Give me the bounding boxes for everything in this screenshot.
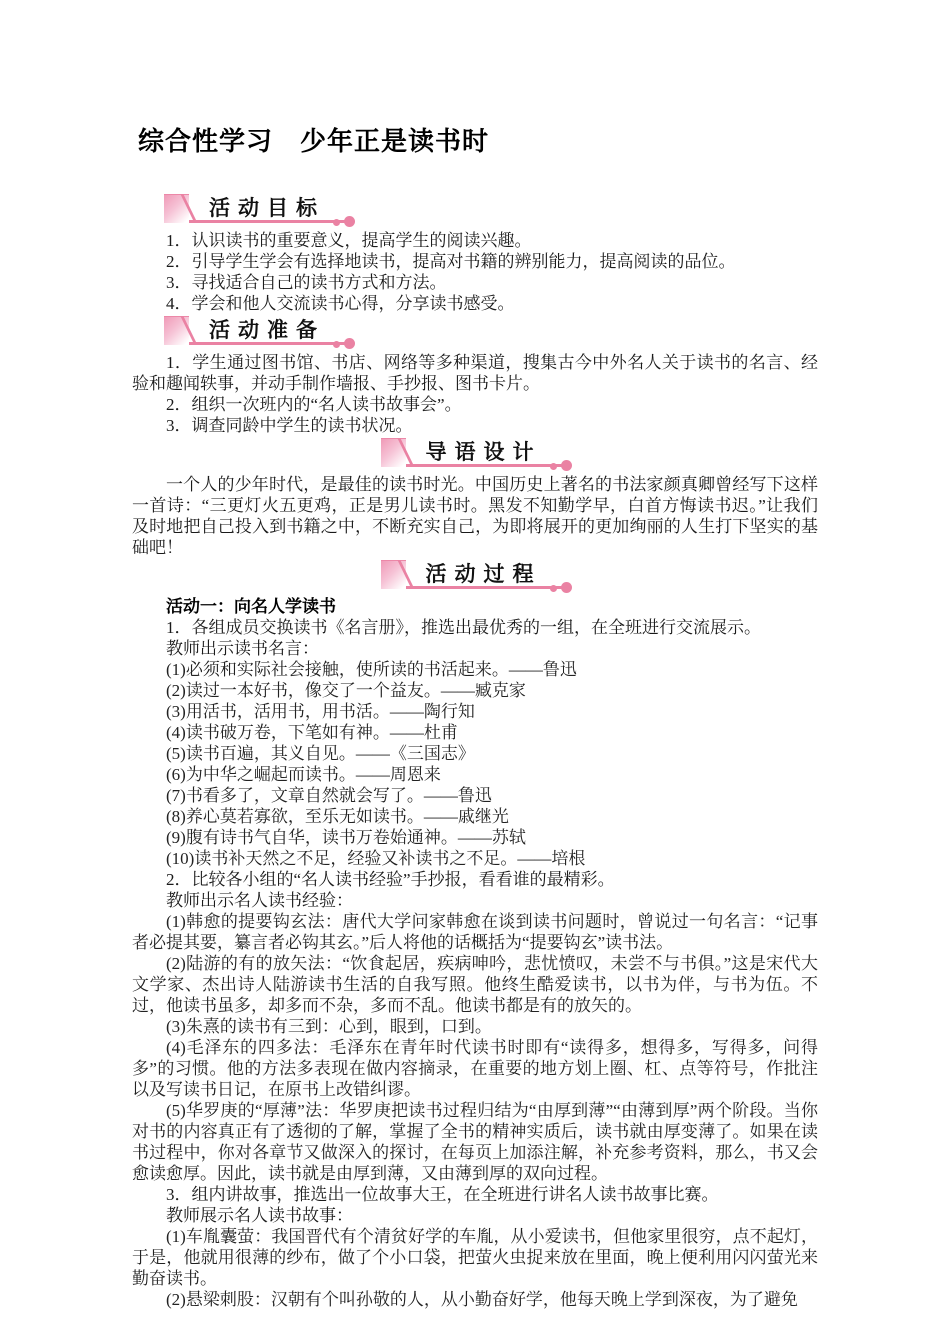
stories-intro: 教师展示名人读书故事： xyxy=(166,1206,353,1225)
banner-underline xyxy=(189,194,353,223)
goals-item-1: 1．认识读书的重要意义，提高学生的阅读兴趣。 xyxy=(166,231,532,250)
section-title-prep: 活动准备 xyxy=(209,317,325,342)
quote-item-9: (9)腹有诗书气自华，读书万卷始通神。——苏轼 xyxy=(166,828,526,847)
process-step-2: 2．比较各小组的“名人读书经验”手抄报，看看谁的最精彩。 xyxy=(166,870,615,889)
quote-item-1: (1)必须和实际社会接触，使所读的书活起来。——鲁迅 xyxy=(166,660,577,679)
prep-item-3: 3．调查同龄中学生的读书状况。 xyxy=(166,416,413,435)
story-item-1: (1)车胤囊萤：我国晋代有个清贫好学的车胤，从小爱读书，但他家里很穷，点不起灯，于是，他就用很薄的纱布，做了个小口袋，把萤火虫捉来放在里面，晚上便利用闪闪萤光来勤奋读书。 xyxy=(132,1227,818,1288)
section-banner-prep xyxy=(164,316,353,345)
experience-item-2: (2)陆游的有的放矢法：“饮食起居，疾病呻吟，悲忧愤叹，未尝不与书俱。”这是宋代大文学家、杰出诗人陆游读书生活的自我写照。他终生酷爱读书，以书为伴，与书为伍。不过，他读书虽多，却多而不杂，多而不乱。他读书都是有的放矢的。 xyxy=(132,954,818,1015)
section-title-process: 活动过程 xyxy=(425,561,542,586)
banner-underline xyxy=(189,316,353,345)
activity1-title: 活动一：向名人学读书 xyxy=(166,597,336,616)
banner-dot-small-icon xyxy=(550,585,557,592)
goals-item-3: 3．寻找适合自己的读书方式和方法。 xyxy=(166,273,447,292)
banner-dot-large-icon xyxy=(561,460,572,471)
quote-item-2: (2)读过一本好书，像交了一个益友。——臧克家 xyxy=(166,681,526,700)
experience-item-1: (1)韩愈的提要钩玄法：唐代大学问家韩愈在谈到读书问题时，曾说过一句名言：“记事者必提其要，纂言者必钩其玄。”后人将他的话概括为“提要钩玄”读书法。 xyxy=(132,912,818,952)
section-title-intro: 导语设计 xyxy=(425,439,542,464)
section-title-goals: 活动目标 xyxy=(209,195,325,220)
banner-dot-large-icon xyxy=(344,338,355,349)
experience-item-5: (5)华罗庚的“厚薄”法：华罗庚把读书过程归结为“由厚到薄”“由薄到厚”两个阶段。当你对书的内容真正有了透彻的了解，掌握了全书的精神实质后，读书就由厚变薄了。如果在读书过程中，你对各章节又做深入的探讨，在每页上加添注解，补充参考资料，那么，书又会愈读愈厚。因此，读书就是由厚到薄，又由薄到厚的双向过程。 xyxy=(132,1101,818,1183)
experiences-intro: 教师出示名人读书经验： xyxy=(166,891,353,910)
experience-item-3: (3)朱熹的读书有三到：心到，眼到，口到。 xyxy=(166,1017,492,1036)
quote-item-6: (6)为中华之崛起而读书。——周恩来 xyxy=(166,765,441,784)
banner-dot-small-icon xyxy=(550,463,557,470)
prep-item-2: 2．组织一次班内的“名人读书故事会”。 xyxy=(166,395,462,414)
story-item-2: (2)悬梁刺股：汉朝有个叫孙敬的人，从小勤奋好学，他每天晚上学到深夜，为了避免 xyxy=(166,1290,798,1309)
goals-item-2: 2．引导学生学会有选择地读书，提高对书籍的辨别能力，提高阅读的品位。 xyxy=(166,252,736,271)
quote-item-3: (3)用活书，活用书，用书活。——陶行知 xyxy=(166,702,475,721)
quote-item-4: (4)读书破万卷，下笔如有神。——杜甫 xyxy=(166,723,458,742)
quote-item-7: (7)书看多了，文章自然就会写了。——鲁迅 xyxy=(166,786,492,805)
quote-item-5: (5)读书百遍，其义自见。——《三国志》 xyxy=(166,744,475,763)
quotes-intro: 教师出示读书名言： xyxy=(166,639,319,658)
page-title: 综合性学习 少年正是读书时 xyxy=(138,126,490,156)
prep-item-1: 1．学生通过图书馆、书店、网络等多种渠道，搜集古今中外名人关于读书的名言、经验和趣闻轶事，并动手制作墙报、手抄报、图书卡片。 xyxy=(132,353,818,393)
experience-item-4: (4)毛泽东的四多法：毛泽东在青年时代读书时即有“读得多，想得多，写得多，问得多”的习惯。他的方法多表现在做内容摘录，在重要的地方划上圈、杠、点等符号，作批注以及写读书日记，在原书上改错纠谬。 xyxy=(132,1038,818,1099)
goals-item-4: 4．学会和他人交流读书心得，分享读书感受。 xyxy=(166,294,515,313)
banner-dot-large-icon xyxy=(561,582,572,593)
banner-dot-small-icon xyxy=(333,341,340,348)
process-step-3: 3．组内讲故事，推选出一位故事大王，在全班进行讲名人读书故事比赛。 xyxy=(166,1185,719,1204)
process-step-1: 1．各组成员交换读书《名言册》，推选出最优秀的一组，在全班进行交流展示。 xyxy=(166,618,761,637)
section-banner-process xyxy=(381,560,570,589)
banner-underline xyxy=(406,438,570,467)
banner-underline xyxy=(406,560,570,589)
quote-item-8: (8)养心莫若寡欲，至乐无如读书。——戚继光 xyxy=(166,807,509,826)
quote-item-10: (10)读书补天然之不足，经验又补读书之不足。——培根 xyxy=(166,849,586,868)
section-banner-intro xyxy=(381,438,570,467)
intro-paragraph: 一个人的少年时代，是最佳的读书时光。中国历史上著名的书法家颜真卿曾经写下这样一首诗：“三更灯火五更鸡，正是男儿读书时。黑发不知勤学早，白首方悔读书迟。”让我们及时地把自己投入到书籍之中，不断充实自己，为即将展开的更加绚丽的人生打下坚实的基础吧！ xyxy=(132,475,818,557)
banner-dot-large-icon xyxy=(344,216,355,227)
section-banner-goals xyxy=(164,194,353,223)
document-content xyxy=(132,124,818,1310)
banner-dot-small-icon xyxy=(333,219,340,226)
